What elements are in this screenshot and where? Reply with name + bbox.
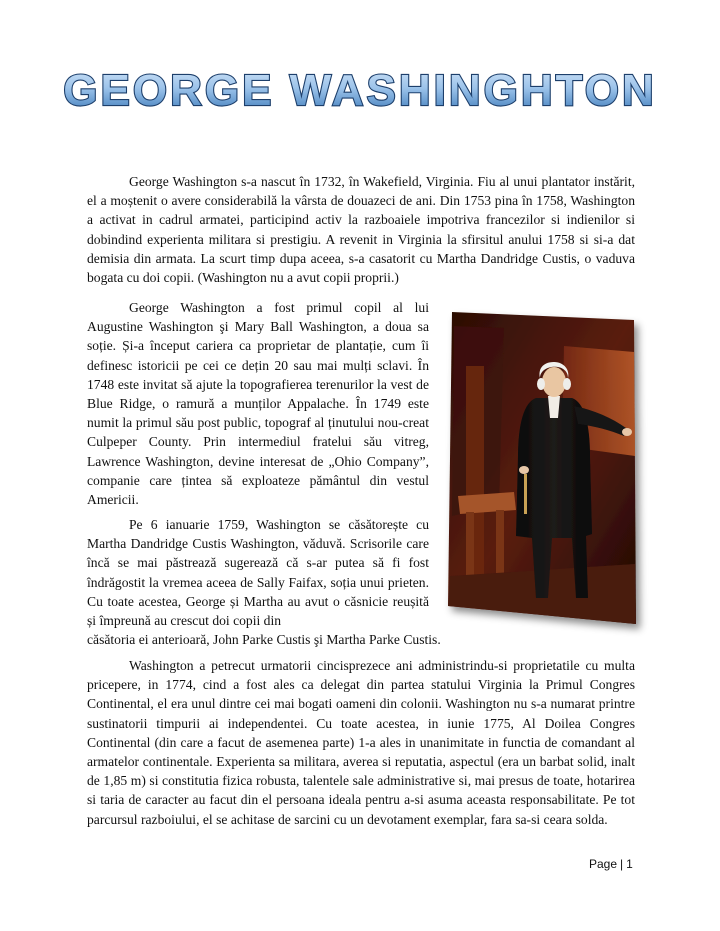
portrait-image — [444, 306, 644, 626]
paragraph-marriage — [87, 515, 441, 649]
page-number: 1 — [626, 857, 633, 871]
title-text: GEORGE WASHINGHTON — [63, 66, 657, 115]
paragraph-birth: George Washington s-a nascut în 1732, în Wakefield, Virginia. Fiu al unui plantator instărit, el a moștenit o avere considerabilă la vârsta de douazeci de ani. Din 1753 pina în 1758, Washington a activat in cadrul armatei, participind activ la razboaiele impotriva francezilor si indienilor si dobindind experienta militara si prestigiu. A revenit in Virginia la sfirsitul anului 1758 si si-a dat demisia din armata. La scurt timp dupa aceea, s-a casatorit cu Martha Dandridge Custis, o vaduva bogata cu doi copii. (Washington nu a avut copii proprii.) — [87, 174, 635, 286]
paragraph-early-career: George Washington a fost primul copil al lui Augustine Washington şi Mary Ball Washington, a doua sa soție. Și-a început cariera ca proprietar de plantație, cum îi definesc istoricii pe cei ce dețin 20 sau mai mulți sclavi. În 1748 este invitat să ajute la topografierea terenurilor la vest de Blue Ridge, o ramură a munților Appalache. În 1749 este numit la primul său post public, topograf al ținutului nou-creat Culpeper County. Prin intermediul fratelui său vitreg, Lawrence Washington, devine interesat de „Ohio Company”, companie care țintea să exploateze pământul din vestul Americii. — [87, 300, 429, 508]
george-washington-portrait-icon — [444, 306, 644, 626]
paragraph-marriage-last-line: căsătoria ei anterioară, John Parke Custis şi Martha Parke Custis. — [87, 632, 441, 648]
paragraph-marriage-main: Pe 6 ianuarie 1759, Washington se căsătorește cu Martha Dandridge Custis Washington, văduvă. Scrisorile care încă se mai păstrează sugerează că s-ar putea să fi fost îndrăgostit la vremea aceea de Sally Faifax, soția unui prieten. Cu toate acestea, George și Martha au avut o căsnicie reușită și împreună au crescut doi copii din — [87, 517, 429, 629]
document-title — [0, 62, 720, 118]
paragraph-revolution: Washington a petrecut urmatorii cincisprezece ani administrindu-si proprietatile cu multa pricepere, in 1774, cind a fost ales ca delegat din partea statului Virginia la Primul Congres Continental, el era unul dintre cei mai bogati oameni din colonii. Washington nu s-a numarat printre sustinatorii timpurii ai independentei. Cu toate acestea, in iunie 1775, Al Doilea Congres Continental (din care a facut de asemenea parte) 1-a ales in unanimitate in functia de comandant al armatelor continentale. Experienta sa militara, averea si reputatia, aspectul (era un barbat solid, inalt de 1,85 m) si constitutia fizica robusta, talentele sale administrative si, mai presus de toate, hotarirea si taria de caracter au facut din el persoana ideala pentru a-si asuma aceasta responsabilitate. Pe tot parcursul razboiului, el se achitase de sarcini cu un devotament exemplar, fara sa-si ceara solda. — [87, 658, 635, 827]
page-separator: | — [620, 857, 624, 871]
page-label: Page — [589, 857, 618, 871]
page-footer — [589, 857, 633, 871]
title-wordart — [63, 62, 657, 118]
